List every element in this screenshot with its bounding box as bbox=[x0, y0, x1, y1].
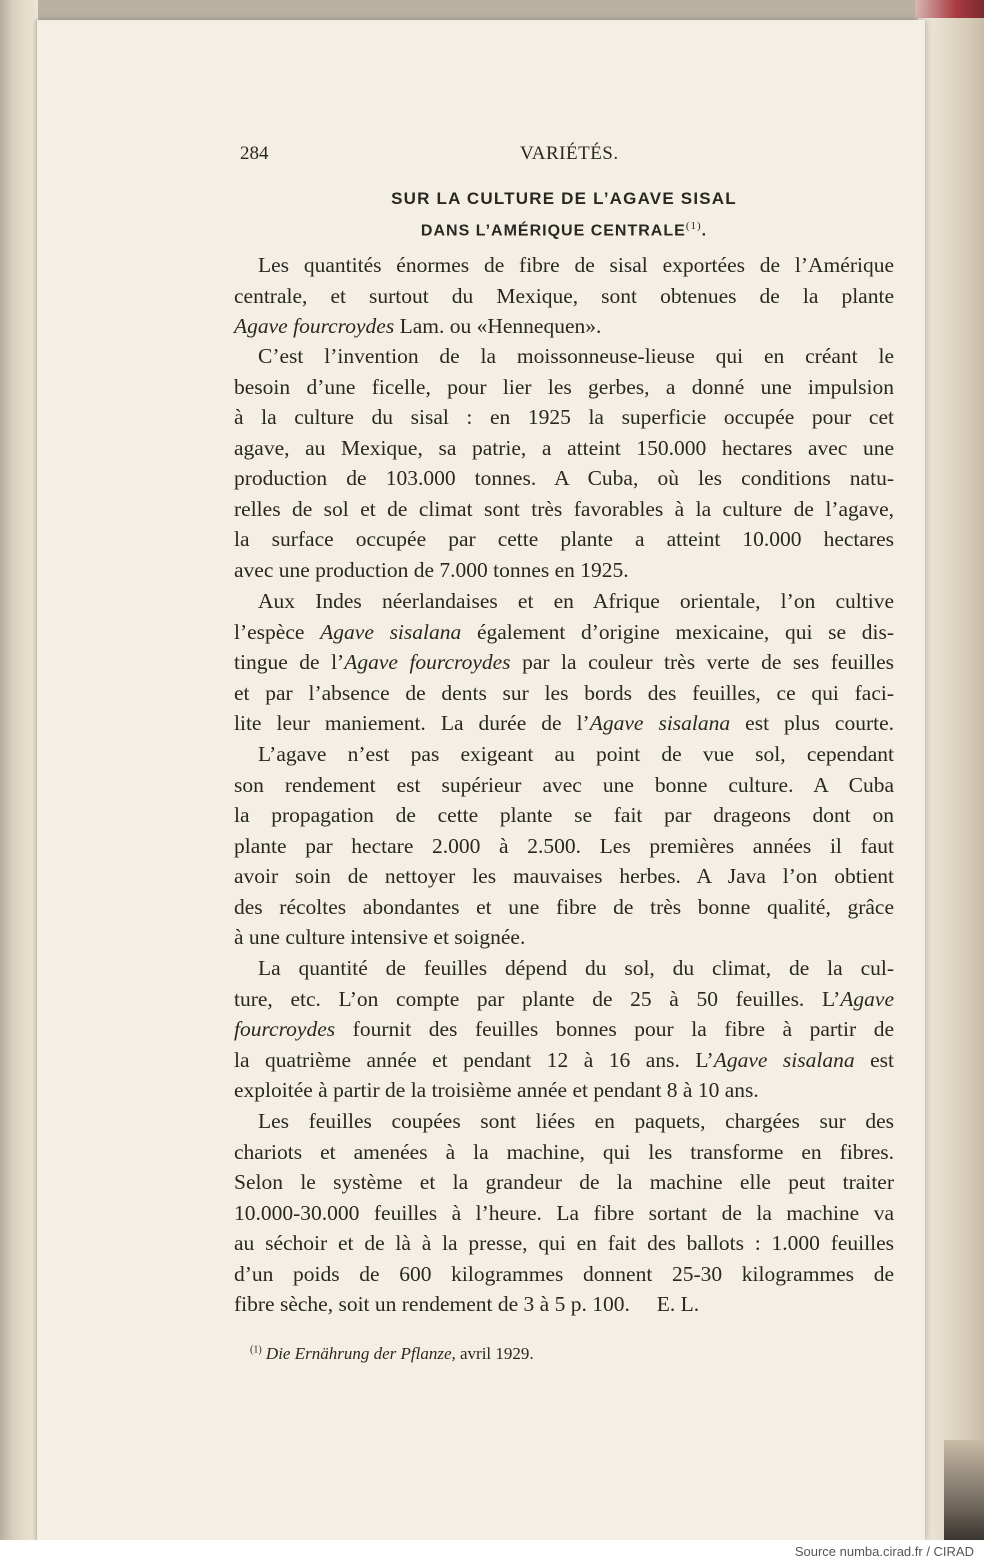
body-line: agave, au Mexique, sa patrie, a atteint 150.000 hectares avec une bbox=[234, 436, 894, 460]
body-text: Lam. ou «Hennequen». bbox=[394, 314, 602, 338]
body-line bbox=[234, 617, 894, 647]
page-number: 284 bbox=[240, 143, 269, 164]
body-line: C’est l’invention de la moissonneuse-lieuse qui en créant le bbox=[258, 344, 894, 368]
body-line bbox=[234, 708, 894, 738]
body-text: également d’origine mexicaine, qui se dis- bbox=[461, 620, 895, 644]
species-name: fourcroydes bbox=[234, 1017, 336, 1041]
body-line: à une culture intensive et soignée. bbox=[234, 925, 526, 949]
body-line: Aux Indes néerlandaises et en Afrique orientale, l’on cultive bbox=[258, 589, 894, 613]
article-title-line2 bbox=[236, 220, 892, 240]
body-line: chariots et amenées à la machine, qui les transforme en fibres. bbox=[234, 1140, 894, 1164]
body-text: par la couleur très verte de ses feuilles bbox=[510, 650, 894, 674]
species-name: Agave sisalana bbox=[320, 620, 462, 644]
footnote-source-title: Die Ernährung der Pflanze, bbox=[265, 1344, 456, 1363]
body-line: exploitée à partir de la troisième année et pendant 8 à 10 ans. bbox=[234, 1078, 759, 1102]
body-line: Les feuilles coupées sont liées en paquets, chargées sur des bbox=[258, 1109, 894, 1133]
body-line: plante par hectare 2.000 à 2.500. Les premières années il faut bbox=[234, 834, 894, 858]
body-line bbox=[234, 311, 894, 341]
body-text: l’espèce bbox=[234, 620, 321, 644]
body-line bbox=[234, 984, 894, 1014]
body-line bbox=[234, 647, 894, 677]
footnote-date: avril 1929. bbox=[455, 1344, 534, 1363]
body-line bbox=[234, 1014, 894, 1044]
page-stack-shadow bbox=[944, 1440, 984, 1540]
body-line: au séchoir et de là à la presse, qui en fait des ballots : 1.000 feuilles bbox=[234, 1231, 894, 1255]
title-trail: . bbox=[701, 222, 708, 240]
body-text: la quatrième année et pendant 12 à 16 ans. L’ bbox=[234, 1048, 714, 1072]
body-line: La quantité de feuilles dépend du sol, du climat, de la cul- bbox=[258, 956, 894, 980]
body-text: est plus courte. bbox=[730, 711, 894, 735]
footnote-mark: (1) bbox=[250, 1344, 262, 1356]
body-line: son rendement est supérieur avec une bonne culture. A Cuba bbox=[234, 773, 894, 797]
body-line: 10.000-30.000 feuilles à l’heure. La fibre sortant de la machine va bbox=[234, 1201, 894, 1225]
scanner-bed-top bbox=[0, 0, 984, 22]
footnote bbox=[250, 1344, 534, 1364]
body-line: et par l’absence de dents sur les bords des feuilles, ce qui faci- bbox=[234, 681, 894, 705]
species-name: Agave sisalana bbox=[589, 711, 731, 735]
species-name: Agave fourcroydes bbox=[234, 314, 395, 338]
body-text: est bbox=[854, 1048, 895, 1072]
body-line: la surface occupée par cette plante a atteint 10.000 hectares bbox=[234, 527, 894, 551]
body-line: des récoltes abondantes et une fibre de très bonne qualité, grâce bbox=[234, 895, 894, 919]
species-name: Agave sisalana bbox=[713, 1048, 855, 1072]
body-text: ture, etc. L’on compte par plante de 25 à 50 feuilles. L’ bbox=[234, 987, 841, 1011]
title-footnote-mark: (1) bbox=[685, 220, 702, 232]
body-line: d’un poids de 600 kilogrammes donnent 25-30 kilogrammes de bbox=[234, 1262, 894, 1286]
species-name: Agave fourcroydes bbox=[344, 650, 511, 674]
body-line: besoin d’une ficelle, pour lier les gerbes, a donné une impulsion bbox=[234, 375, 894, 399]
body-line: production de 103.000 tonnes. A Cuba, où les conditions natu- bbox=[234, 466, 894, 490]
species-name: Agave bbox=[840, 987, 894, 1011]
body-line: relles de sol et de climat sont très favorables à la culture de l’agave, bbox=[234, 497, 894, 521]
running-title: VARIÉTÉS. bbox=[520, 143, 619, 164]
body-line-signature: fibre sèche, soit un rendement de 3 à 5 p. 100. E. L. bbox=[234, 1292, 700, 1316]
body-line: L’agave n’est pas exigeant au point de vue sol, cependant bbox=[258, 742, 894, 766]
body-line: Les quantités énormes de fibre de sisal exportées de l’Amérique bbox=[258, 253, 894, 277]
body-line bbox=[234, 1045, 894, 1075]
body-line: centrale, et surtout du Mexique, sont obtenues de la plante bbox=[234, 284, 894, 308]
body-line: avec une production de 7.000 tonnes en 1925. bbox=[234, 558, 629, 582]
body-line: la propagation de cette plante se fait par drageons dont on bbox=[234, 803, 894, 827]
page-stack-right-edge bbox=[918, 18, 984, 1540]
body-text: tingue de l’ bbox=[234, 650, 345, 674]
body-line: avoir soin de nettoyer les mauvaises herbes. A Java l’on obtient bbox=[234, 864, 894, 888]
body-line: à la culture du sisal : en 1925 la superficie occupée pour cet bbox=[234, 405, 894, 429]
title-line2-text: DANS L’AMÉRIQUE CENTRALE bbox=[420, 222, 686, 240]
body-text: lite leur maniement. La durée de l’ bbox=[234, 711, 590, 735]
source-credit: Source numba.cirad.fr / CIRAD bbox=[794, 1544, 974, 1559]
body-text: fournit des feuilles bonnes pour la fibre à partir de bbox=[335, 1017, 894, 1041]
page-stack-left-edge bbox=[0, 0, 38, 1540]
body-line: Selon le système et la grandeur de la machine elle peut traiter bbox=[234, 1170, 894, 1194]
article-title-line1: SUR LA CULTURE DE L’AGAVE SISAL bbox=[391, 189, 737, 208]
